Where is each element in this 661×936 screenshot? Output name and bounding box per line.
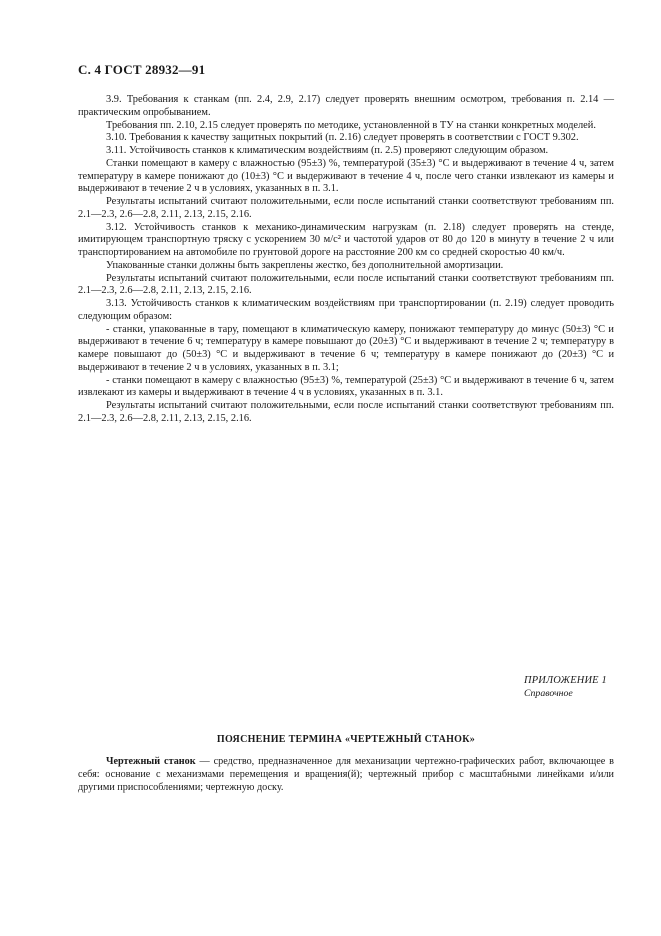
running-header: С. 4 ГОСТ 28932—91: [78, 62, 206, 77]
paragraph-3-13-step-1: - станки, упакованные в тару, помещают в климатическую камеру, понижают температуру до минус (50±3) °С и выдерживают в течение 6 ч; температуру в камере повышают до (20±3) °С и выдерживают в течение 2 ч; температуру в камере повышают до (50±3) °С и выдерживают в течение 6 ч; температуру в камере понижают до (20±3) °С и выдерживают в течение 2 ч в условиях, указанных в п. 3.1;: [78, 323, 614, 373]
paragraph-3-12-packing: Упакованные станки должны быть закреплены жестко, без дополнительной амортизации.: [106, 259, 504, 271]
term-definition: [78, 755, 614, 794]
paragraph-3-13-result: Результаты испытаний считают положительными, если после испытаний станки соответствуют требованиям пп. 2.1—2.3, 2.6—2.8, 2.11, 2.13, 2.15, 2.16.: [78, 400, 614, 424]
paragraph-3-11: 3.11. Устойчивость станков к климатическим воздействиям (п. 2.5) проверяют следующим образом.: [106, 145, 549, 156]
appendix-subtitle: Справочное: [524, 688, 573, 699]
paragraph-3-9-methods: Требования пп. 2.10, 2.15 следует проверять по методике, установленной в ТУ на станки конкретных моделей.: [106, 119, 596, 131]
paragraph-3-11-result: Результаты испытаний считают положительными, если после испытаний станки соответствуют требованиям пп. 2.1—2.3, 2.6—2.8, 2.11, 2.13, 2.15, 2.16.: [78, 196, 614, 220]
appendix-label: [524, 674, 614, 700]
paragraph-3-11-procedure: Станки помещают в камеру с влажностью (95±3) %, температурой (35±3) °С и выдерживают в течение 4 ч, затем температуру в камере понижают до (10±3) °С и выдерживают в течение 4 ч, после чего станки извлекают из камеры и выдерживают в течение 2 ч в условиях, указанных в п. 3.1.: [78, 157, 614, 195]
paragraph-3-10: 3.10. Требования к качеству защитных покрытий (п. 2.16) следует проверять в соответствии с ГОСТ 9.302.: [106, 132, 579, 144]
paragraph-3-12-result: Результаты испытаний считают положительными, если после испытаний станки соответствуют требованиям пп. 2.1—2.3, 2.6—2.8, 2.11, 2.13, 2.15, 2.16.: [78, 272, 614, 297]
paragraph-3-13: 3.13. Устойчивость станков к климатическим воздействиям при транспортировании (п. 2.19) следует проводить следующим образом:: [78, 298, 614, 322]
definition-paragraph: [78, 755, 614, 794]
section-heading: ПОЯСНЕНИЕ ТЕРМИНА «ЧЕРТЕЖНЫЙ СТАНОК»: [216, 734, 476, 745]
definition-text: — средство, предназначенное для механизации чертежно-графических работ, включающее в себя: основание с механизмами перемещения и вращения(й); чертежный прибор с масштабными линейками и/или другими приспособлениями; чертежную доску.: [78, 756, 614, 793]
paragraph-3-13-step-2: - станки помещают в камеру с влажностью (95±3) %, температурой (25±3) °С и выдерживают в течение 6 ч, затем извлекают из камеры и выдерживают в течение 4 ч в условиях, указанных в п. 3.1.: [78, 374, 614, 399]
appendix-title: ПРИЛОЖЕНИЕ 1: [524, 675, 607, 686]
paragraph-3-12: 3.12. Устойчивость станков к механико-динамическим нагрузкам (п. 2.18) следует проверять на стенде, имитирующем транспортную тряску с ускорением 30 м/с² и частотой ударов от 80 до 120 в минуту в течение 2 ч или транспортированием на автомобиле по грунтовой дороге на расстояние 200 км со средней скоростью 40 км/ч.: [78, 221, 614, 258]
paragraph-3-9: 3.9. Требования к станкам (пп. 2.4, 2.9, 2.17) следует проверять внешним осмотром, требования п. 2.14 — практическим опробыванием.: [78, 94, 614, 118]
body-text: [78, 94, 614, 426]
defined-term: Чертежный станок: [106, 756, 196, 767]
